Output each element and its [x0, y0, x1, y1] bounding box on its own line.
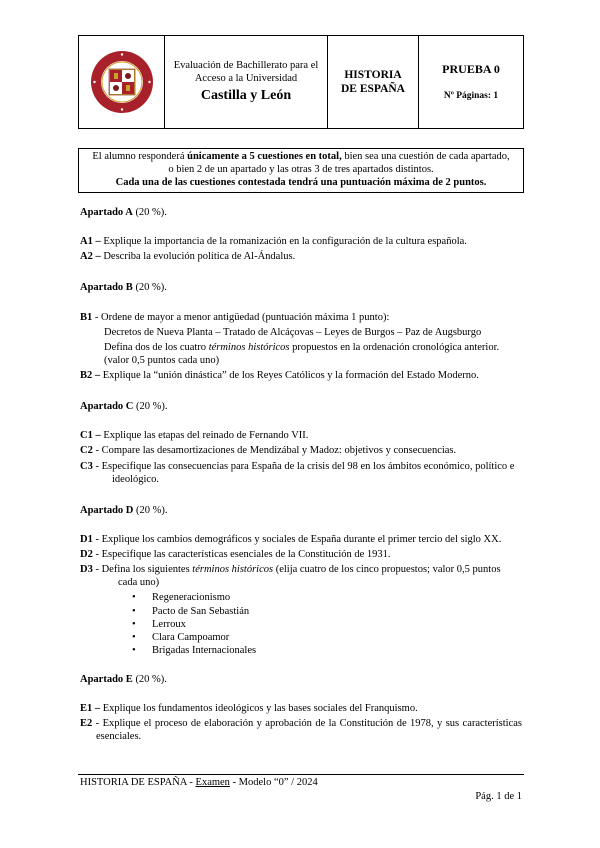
- section-e-title: Apartado E (20 %).: [80, 674, 167, 685]
- university-seal-icon: [90, 50, 154, 114]
- footer-title: HISTORIA DE ESPAÑA - Examen - Modelo “0” / 2024: [80, 777, 318, 788]
- question-b2: B2 – Explique la “unión dinástica” de los Reyes Católicos y la formación del Estado Moderno.: [80, 370, 479, 381]
- question-e1: E1 – Explique los fundamentos ideológicos y las bases sociales del Franquismo.: [80, 703, 418, 715]
- exam-header: [78, 35, 524, 129]
- test-cell: [419, 36, 523, 128]
- question-e2: E2 - Explique el proceso de elaboración y aprobación de la Constitución de 1978, y sus características esenciales.: [80, 718, 522, 743]
- subject-cell: [328, 36, 419, 128]
- section-b-title: Apartado B (20 %).: [80, 282, 167, 294]
- page-count: Nº Páginas: 1: [443, 90, 499, 101]
- logo-cell: [79, 36, 165, 128]
- question-b1-definitions: Defina dos de los cuatro términos históricos propuestos en la ordenación cronológica anterior. (valor 0,5 puntos cada uno): [104, 341, 500, 366]
- question-b1-list: Decretos de Nueva Planta – Tratado de Alcáçovas – Leyes de Burgos – Paz de Augsburgo: [104, 326, 482, 338]
- historical-terms-list: [80, 591, 522, 657]
- footer-divider: [78, 774, 524, 775]
- institution-line2: Acceso a la Universidad: [194, 73, 298, 85]
- exam-content: [80, 206, 522, 746]
- institution-cell: [165, 36, 328, 128]
- institution-region: Castilla y León: [200, 88, 292, 104]
- question-c1: C1 – Explique las etapas del reinado de Fernando VII.: [80, 430, 309, 442]
- section-a-title: Apartado A (20 %).: [80, 207, 167, 218]
- question-b1: B1 - Ordene de mayor a menor antigüedad (puntuación máxima 1 punto):: [80, 311, 390, 323]
- section-d-title: Apartado D (20 %).: [80, 504, 168, 516]
- question-a1: A1 – Explique la importancia de la romanización en la configuración de la cultura española.: [80, 236, 467, 248]
- instructions-line1: El alumno responderá únicamente a 5 cuestiones en total, bien sea una cuestión de cada apartado,: [92, 151, 510, 162]
- question-c2: C2 - Compare las desamortizaciones de Mendizábal y Madoz: objetivos y consecuencias.: [80, 445, 457, 457]
- section-c-title: Apartado C (20 %).: [80, 401, 168, 413]
- list-item: • Regeneracionismo: [80, 591, 522, 604]
- list-item: • Clara Campoamor: [80, 631, 522, 644]
- list-item: • Lerroux: [80, 618, 522, 631]
- instructions-line2: o bien 2 de un apartado y las otras 3 de tres apartados distintos.: [168, 163, 434, 175]
- subject-title: HISTORIA DE ESPAÑA: [340, 68, 405, 95]
- test-title: PRUEBA 0: [442, 61, 500, 76]
- instructions-box: [78, 148, 524, 193]
- list-item: • Pacto de San Sebastián: [80, 605, 522, 618]
- instructions-line3: Cada una de las cuestiones contestada tendrá una puntuación máxima de 2 puntos.: [115, 176, 487, 188]
- question-c3: C3 - Especifique las consecuencias para España de la crisis del 98 en los ámbitos económico, político e ideológico.: [80, 460, 515, 485]
- question-d2: D2 - Especifique las características esenciales de la Constitución de 1931.: [80, 549, 391, 560]
- question-d1: D1 - Explique los cambios demográficos y sociales de España durante el primer tercio del siglo XX.: [80, 533, 502, 545]
- institution-line1: Evaluación de Bachillerato para el: [173, 60, 319, 72]
- question-a2: A2 – Describa la evolución política de Al-Ándalus.: [80, 251, 296, 263]
- question-d3: D3 - Defina los siguientes términos históricos (elija cuatro de los cinco propuestos; valor 0,5 puntos cada uno): [80, 564, 501, 589]
- list-item: • Brigadas Internacionales: [80, 644, 522, 657]
- page-number: Pág. 1 de 1: [475, 791, 522, 802]
